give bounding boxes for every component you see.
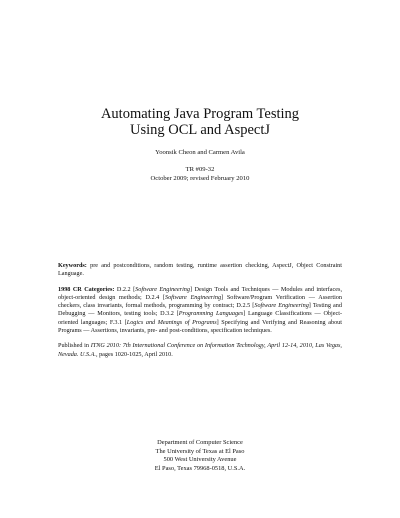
category-name: Software Engineering	[135, 285, 190, 293]
category-name: Logics and Meanings of Programs	[126, 318, 217, 326]
publication-venue: ITNG 2010: 7th International Conference on Information Technology, April 12-14, 2010, Las Vegas, Nevada. U.S.A.	[58, 342, 342, 358]
address-university: The University of Texas at El Paso	[155, 447, 245, 455]
address-street: 500 West University Avenue	[163, 456, 237, 464]
affiliation-address	[0, 439, 400, 473]
publication-paragraph	[58, 342, 342, 359]
publication-suffix: , pages 1020-1025, April 2010.	[95, 350, 173, 358]
categories-paragraph	[58, 286, 342, 336]
title-line-1: Automating Java Program Testing	[100, 106, 300, 122]
abstract-block	[58, 262, 342, 366]
category-name: Programming Languages	[178, 310, 244, 318]
title-line-2: Using OCL and AspectJ	[129, 122, 271, 138]
category-name: Software Engineering	[164, 293, 222, 301]
address-city: El Paso, Texas 79968-0518, U.S.A.	[154, 464, 246, 472]
categories-text: ] Specifying and Verifying and Reasoning about Programs — Assertions, invariants, pre- and post-conditions, specification techniques.	[58, 318, 342, 335]
categories-text: ] Testing and Debugging — Monitors, testing tools; D.3.2 [	[58, 302, 342, 318]
report-info	[0, 165, 400, 183]
address-department: Department of Computer Science	[157, 439, 243, 446]
categories-text: ] Language Classifications — Object-oriented languages; F.3.1 [	[58, 310, 343, 326]
categories-text: ] Design Tools and Techniques — Modules and interfaces, object-oriented design methods; D.2.4 [	[58, 285, 342, 301]
categories-text: D.2.2 [	[114, 285, 136, 293]
paper-title	[0, 106, 400, 138]
categories-text: ] Software/Program Verification — Assertion checkers, class invariants, formal methods, programming by contract; D.2.5 [	[58, 293, 342, 310]
keywords-paragraph	[58, 262, 342, 279]
category-name: Software Engineering	[254, 302, 309, 310]
keywords-label: Keywords:	[58, 262, 87, 269]
report-date: October 2009; revised February 2010	[150, 175, 250, 182]
report-number: TR #09-32	[185, 166, 215, 173]
title-block	[0, 106, 400, 183]
keywords-text: pre and postconditions, random testing, runtime assertion checking, AspectJ, Object Constraint Language.	[58, 262, 342, 278]
publication-prefix: Published in	[58, 342, 91, 350]
authors: Yoonsik Cheon and Carmen Avila	[155, 149, 245, 156]
categories-label: 1998 CR Categories:	[58, 285, 115, 293]
